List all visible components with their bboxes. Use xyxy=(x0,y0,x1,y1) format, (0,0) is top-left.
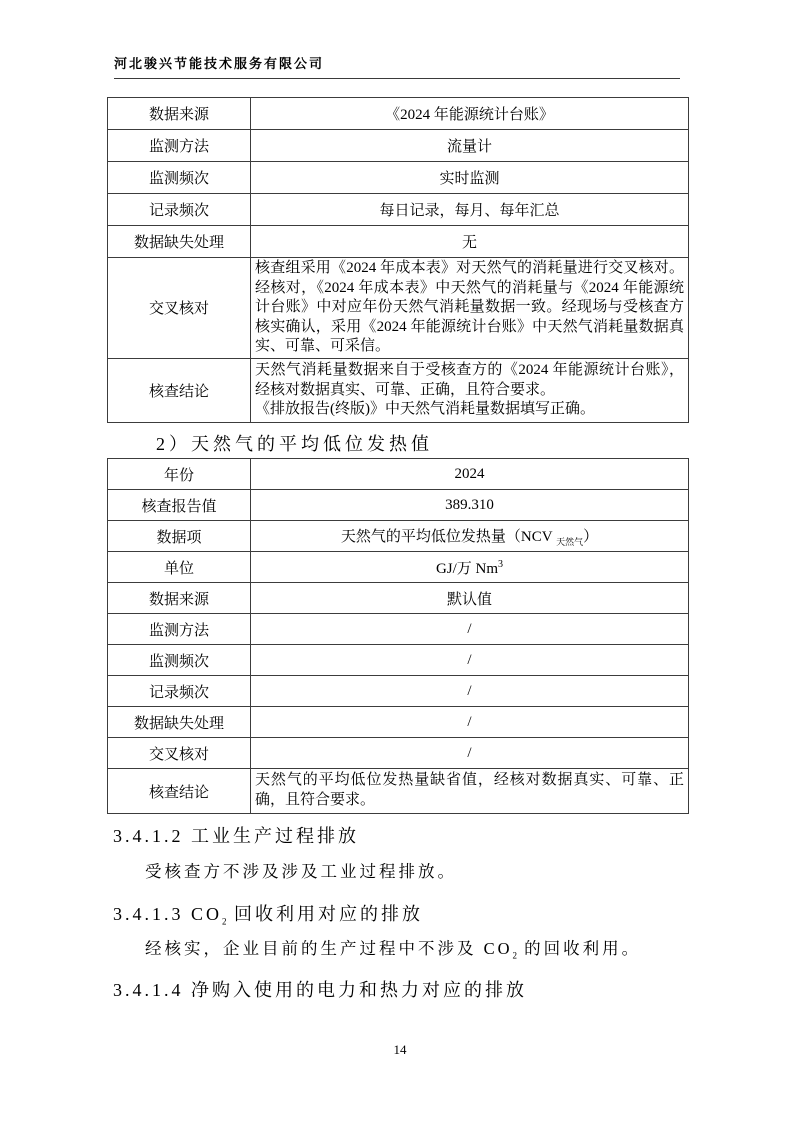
row-label-unit: 单位 xyxy=(108,552,251,583)
row-label-missing-data-handling: 数据缺失处理 xyxy=(108,707,251,738)
company-name: 河北骏兴节能技术服务有限公司 xyxy=(114,56,325,71)
row-label-year: 年份 xyxy=(108,459,251,490)
row-label-record-frequency: 记录频次 xyxy=(108,676,251,707)
row-label-monitoring-frequency: 监测频次 xyxy=(108,645,251,676)
section-body-3413 xyxy=(145,935,641,960)
row-label-cross-check: 交叉核对 xyxy=(108,738,251,769)
row-value-verification-conclusion: 天然气的平均低位发热量缺省值，经核对数据真实、可靠、正确，且符合要求。 xyxy=(251,769,689,814)
table-row xyxy=(108,552,689,583)
row-value-reported-value: 389.310 xyxy=(251,490,689,521)
table-row xyxy=(108,358,689,422)
table-row xyxy=(108,738,689,769)
row-value-year: 2024 xyxy=(251,459,689,490)
row-label-monitoring-method: 监测方法 xyxy=(108,130,251,162)
row-value-monitoring-method: 流量计 xyxy=(251,130,689,162)
row-label-verification-conclusion: 核查结论 xyxy=(108,358,251,422)
gas-ncv-table xyxy=(107,458,689,814)
row-label-reported-value: 核查报告值 xyxy=(108,490,251,521)
row-value-missing-data-handling: 无 xyxy=(251,226,689,258)
page-number: 14 xyxy=(393,1042,407,1057)
row-value-unit xyxy=(251,552,689,583)
table-row xyxy=(108,707,689,738)
table-row xyxy=(108,645,689,676)
data-item-text: 天然气的平均低位发热量（NCV xyxy=(340,528,557,545)
table-row xyxy=(108,614,689,645)
row-label-monitoring-frequency: 监测频次 xyxy=(108,162,251,194)
table-row xyxy=(108,769,689,814)
section-heading-3412: 3.4.1.2 工业生产过程排放 xyxy=(113,826,359,846)
row-label-data-source: 数据来源 xyxy=(108,583,251,614)
table-row xyxy=(108,676,689,707)
table-row xyxy=(108,583,689,614)
gas-consumption-table xyxy=(107,97,689,423)
body-3413-rest: 的回收利用。 xyxy=(517,939,642,958)
section-body-3412: 受核查方不涉及涉及工业过程排放。 xyxy=(145,862,457,881)
unit-superscript: 3 xyxy=(498,558,504,570)
row-label-verification-conclusion: 核查结论 xyxy=(108,769,251,814)
heading-3413-rest: 回收利用对应的排放 xyxy=(226,904,424,924)
table-row xyxy=(108,490,689,521)
row-label-monitoring-method: 监测方法 xyxy=(108,614,251,645)
table-row xyxy=(108,162,689,194)
section-heading-3413 xyxy=(113,900,423,927)
section-heading-3414: 3.4.1.4 净购入使用的电力和热力对应的排放 xyxy=(113,980,527,1000)
row-value-data-source: 《2024 年能源统计台账》 xyxy=(251,98,689,130)
row-value-monitoring-frequency: 实时监测 xyxy=(251,162,689,194)
table-row xyxy=(108,98,689,130)
body-3413-text: 经核实，企业目前的生产过程中不涉及 CO xyxy=(145,939,513,958)
row-value-data-source: 默认值 xyxy=(251,583,689,614)
row-value-monitoring-frequency: / xyxy=(251,645,689,676)
row-label-missing-data-handling: 数据缺失处理 xyxy=(108,226,251,258)
row-label-cross-check: 交叉核对 xyxy=(108,258,251,359)
subsection-heading-ncv: 2）天然气的平均低位发热值 xyxy=(156,434,433,454)
row-value-missing-data-handling: / xyxy=(251,707,689,738)
row-value-data-item xyxy=(251,521,689,552)
data-item-subscript: 天然气 xyxy=(556,536,584,547)
row-label-data-item: 数据项 xyxy=(108,521,251,552)
heading-3413-text: 3.4.1.3 CO xyxy=(113,904,223,924)
row-value-verification-conclusion xyxy=(251,358,689,422)
data-item-close: ） xyxy=(583,528,599,545)
row-label-record-frequency: 记录频次 xyxy=(108,194,251,226)
row-value-cross-check: 核查组采用《2024 年成本表》对天然气的消耗量进行交叉核对。经核对，《2024 年成本表》中天然气的消耗量与《2024 年能源统计台账》中对应年份天然气消耗量数据一致。经现场与受核查方核实确认，采用《2024 年能源统计台账》中天然气消耗量数据真实、可靠、可采信。 xyxy=(251,258,689,359)
conclusion-line-1: 天然气消耗量数据来自于受核查方的《2024 年能源统计台账》，经核对数据真实、可靠、正确，且符合要求。 xyxy=(255,362,684,398)
table-row xyxy=(108,226,689,258)
table-row xyxy=(108,130,689,162)
table-row xyxy=(108,194,689,226)
body-3413-subscript: 2 xyxy=(512,950,518,961)
row-value-record-frequency: / xyxy=(251,676,689,707)
row-value-record-frequency: 每日记录，每月、每年汇总 xyxy=(251,194,689,226)
table-row xyxy=(108,521,689,552)
row-value-monitoring-method: / xyxy=(251,614,689,645)
conclusion-line-2: 《排放报告(终版)》中天然气消耗量数据填写正确。 xyxy=(255,401,595,418)
heading-3413-subscript: 2 xyxy=(222,916,227,927)
row-label-data-source: 数据来源 xyxy=(108,98,251,130)
row-value-cross-check: / xyxy=(251,738,689,769)
table-row xyxy=(108,258,689,359)
unit-text: GJ/万 Nm xyxy=(435,560,499,577)
table-row xyxy=(108,459,689,490)
document-header xyxy=(114,53,680,79)
